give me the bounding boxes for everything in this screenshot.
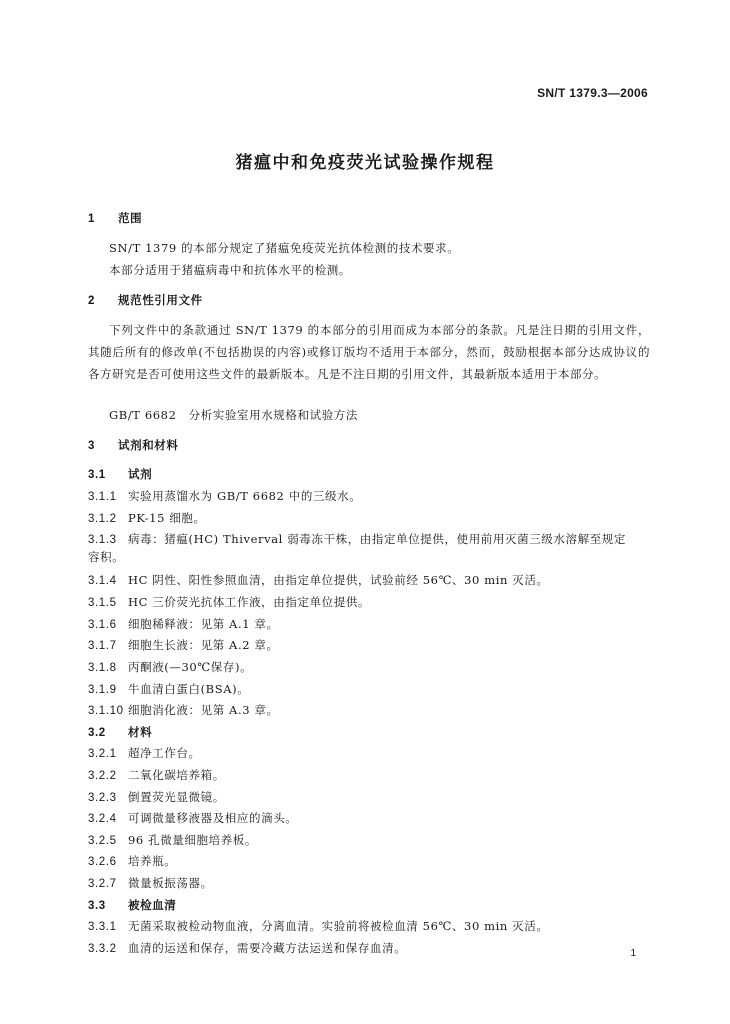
list-item — [88, 488, 361, 505]
list-item — [88, 832, 257, 849]
item-text: 倒置荧光显微镜。 — [128, 790, 225, 804]
item-number: 3.2.7 — [88, 878, 117, 890]
subsection-number: 3.2 — [88, 727, 106, 739]
list-item — [88, 659, 252, 676]
subsection-title: 材料 — [128, 725, 153, 739]
item-number: 3.1.6 — [88, 619, 117, 631]
item-text: PK-15 细胞。 — [128, 511, 206, 525]
item-text: 血清的运送和保存，需要冷藏方法运送和保存血清。 — [128, 941, 407, 955]
item-text: 牛血清白蛋白(BSA)。 — [128, 682, 250, 696]
item-text: 实验用蒸馏水为 GB/T 6682 中的三级水。 — [128, 489, 362, 503]
item-text: HC 三价荧光抗体工作液，由指定单位提供。 — [128, 595, 371, 609]
scope-line-1: SN/T 1379 的本部分规定了猪瘟免疫荧光抗体检测的技术要求。 — [109, 241, 460, 255]
item-number: 3.2.5 — [88, 835, 117, 847]
list-item — [88, 767, 225, 784]
item-text: 细胞消化液：见第 A.3 章。 — [128, 703, 279, 717]
item-number: 3.2.1 — [88, 748, 117, 760]
item-text: 96 孔微量细胞培养板。 — [128, 833, 257, 847]
list-item — [88, 940, 406, 957]
item-number: 3.1.2 — [88, 513, 117, 525]
item-text: 微量板振荡器。 — [128, 876, 213, 890]
item-number: 3.2.2 — [88, 770, 117, 782]
item-number: 3.1.3 — [88, 534, 117, 546]
item-number: 3.1.7 — [88, 640, 117, 652]
item-text: 可调微量移液器及相应的滴头。 — [128, 811, 298, 825]
item-text: 细胞生长液：见第 A.2 章。 — [128, 638, 279, 652]
item-number: 3.2.6 — [88, 856, 117, 868]
section-number: 1 — [88, 213, 95, 225]
section-title: 范围 — [118, 211, 143, 225]
section-title: 规范性引用文件 — [118, 293, 203, 307]
list-item — [88, 702, 279, 719]
list-item — [88, 681, 249, 698]
item-number: 3.1.1 — [88, 491, 117, 503]
item-text: 二氧化碳培养箱。 — [128, 768, 225, 782]
reference-gb-t-6682: GB/T 6682 分析实验室用水规格和试验方法 — [109, 408, 359, 422]
item-text: 细胞稀释液：见第 A.1 章。 — [128, 617, 279, 631]
item-number: 3.1.4 — [88, 575, 117, 587]
normative-references-paragraph: 下列文件中的条款通过 SN/T 1379 的本部分的引用而成为本部分的条款。凡是注日期的引用文件，其随后所有的修改单(不包括勘误的内容)或修订版均不适用于本部分，然而，鼓励根据本部分达成协议的各方研究是否可使用这些文件的最新版本。凡是不注日期的引用文件，其最新版本适用于本部分。 — [88, 323, 650, 381]
item-number: 3.1.5 — [88, 597, 117, 609]
item-text: 病毒：猪瘟(HC) Thiverval 弱毒冻干株，由指定单位提供，使用前用灭菌三级水溶解至规定 — [128, 532, 626, 546]
item-number: 3.3.2 — [88, 943, 117, 955]
subsection-3-3-heading — [88, 897, 176, 914]
section-number: 2 — [88, 295, 95, 307]
item-text: 无菌采取被检动物血液，分离血清。实验前将被检血清 56℃、30 min 灭活。 — [128, 919, 549, 933]
page-title: 猪瘟中和免疫荧光试验操作规程 — [235, 153, 495, 173]
scope-line-2: 本部分适用于猪瘟病毒中和抗体水平的检测。 — [109, 263, 351, 277]
list-item — [88, 853, 176, 870]
item-number: 3.2.4 — [88, 813, 117, 825]
section-2-heading — [88, 292, 203, 309]
item-number: 3.3.1 — [88, 921, 117, 933]
list-item — [88, 572, 549, 589]
item-number: 3.1.10 — [88, 705, 124, 717]
list-item-continuation — [88, 549, 124, 565]
list-item — [88, 875, 213, 892]
item-number: 3.2.3 — [88, 792, 117, 804]
item-text: 丙酮液(—30℃保存)。 — [128, 660, 253, 674]
list-item — [88, 637, 279, 654]
item-number: 3.1.9 — [88, 684, 117, 696]
list-item — [88, 616, 279, 633]
section-1-heading — [88, 210, 142, 227]
list-item — [88, 918, 548, 935]
section-3-heading — [88, 437, 179, 454]
subsection-title: 被检血清 — [128, 898, 177, 912]
subsection-3-1-heading — [88, 466, 152, 483]
list-item — [88, 745, 201, 762]
section-number: 3 — [88, 440, 95, 452]
item-number: 3.1.8 — [88, 662, 117, 674]
section-title: 试剂和材料 — [118, 438, 179, 452]
standard-code: SN/T 1379.3—2006 — [537, 86, 648, 100]
item-text: HC 阴性、阳性参照血清，由指定单位提供，试验前经 56℃、30 min 灭活。 — [128, 573, 549, 587]
list-item — [88, 810, 297, 827]
list-item — [88, 594, 370, 611]
subsection-number: 3.3 — [88, 900, 106, 912]
page-number: 1 — [630, 948, 636, 959]
subsection-3-2-heading — [88, 724, 152, 741]
item-text: 容积。 — [88, 550, 125, 564]
list-item — [88, 531, 626, 548]
subsection-title: 试剂 — [128, 467, 153, 481]
list-item — [88, 510, 206, 527]
list-item — [88, 789, 225, 806]
item-text: 培养瓶。 — [128, 854, 177, 868]
item-text: 超净工作台。 — [128, 746, 201, 760]
subsection-number: 3.1 — [88, 469, 106, 481]
